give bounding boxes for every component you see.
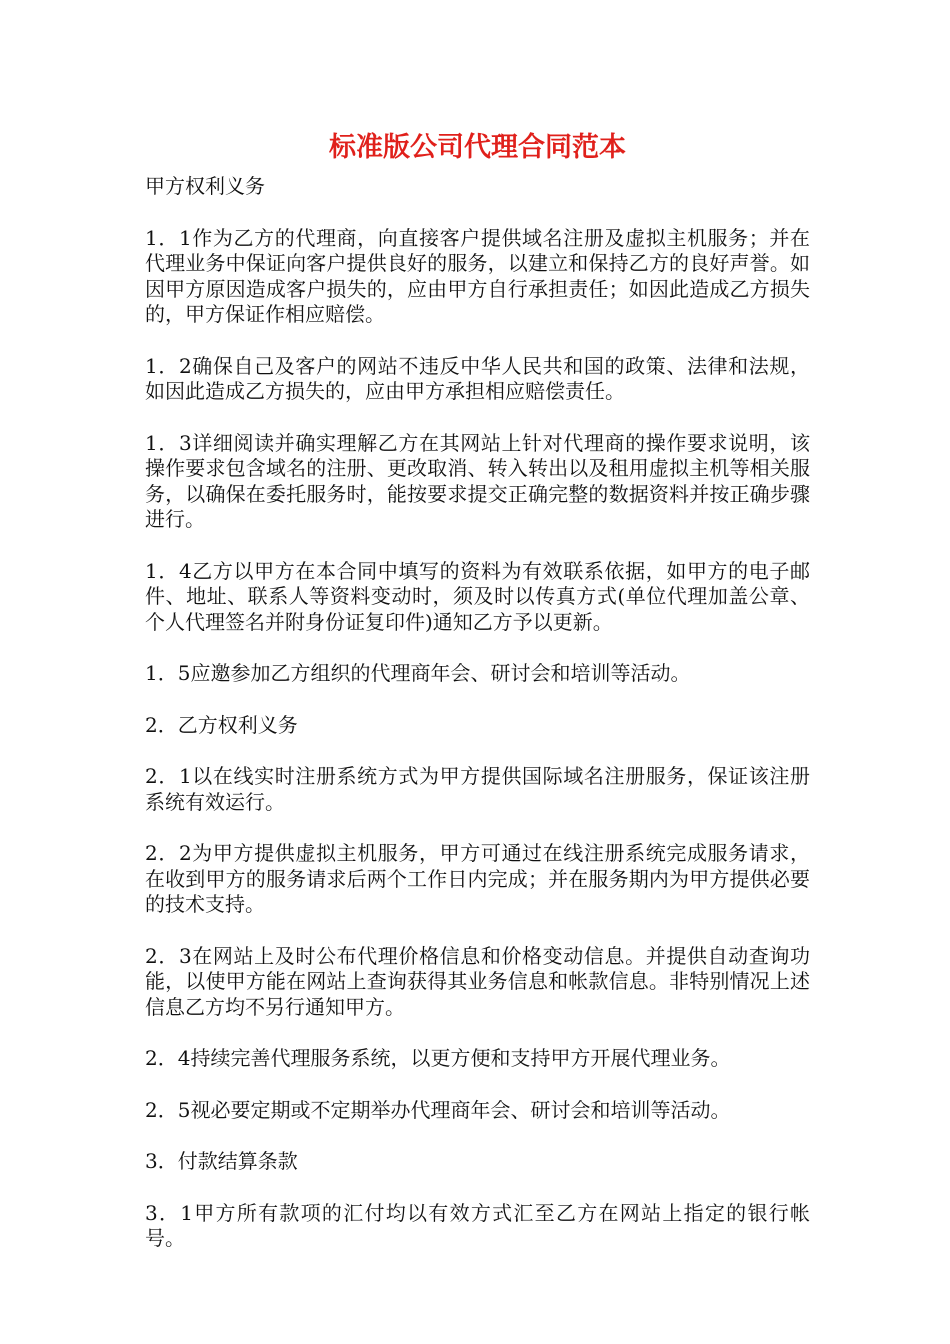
clause-1-1: 1．1作为乙方的代理商，向直接客户提供域名注册及虚拟主机服务；并在代理业务中保证向客户提供良好的服务，以建立和保持乙方的良好声誉。如因甲方原因造成客户损失的，应由甲方自行承担责任；如因此造成乙方损失的，甲方保证作相应赔偿。 <box>145 225 810 326</box>
clause-2-4: 2．4持续完善代理服务系统，以更方便和支持甲方开展代理业务。 <box>145 1046 731 1070</box>
clause-2-2: 2．2为甲方提供虚拟主机服务，甲方可通过在线注册系统完成服务请求，在收到甲方的服务请求后两个工作日内完成；并在服务期内为甲方提供必要的技术支持。 <box>145 841 810 916</box>
clause-1-4: 1．4乙方以甲方在本合同中填写的资料为有效联系依据，如甲方的电子邮件、地址、联系人等资料变动时，须及时以传真方式(单位代理加盖公章、个人代理签名并附身份证复印件)通知乙方予以更新。 <box>145 558 810 634</box>
clause-1-5: 1．5应邀参加乙方组织的代理商年会、研讨会和培训等活动。 <box>145 661 691 685</box>
clause-1-3: 1．3详细阅读并确实理解乙方在其网站上针对代理商的操作要求说明，该操作要求包含域名的注册、更改取消、转入转出以及租用虚拟主机等相关服务，以确保在委托服务时，能按要求提交正确完整的数据资料并按正确步骤进行。 <box>145 430 810 531</box>
clause-3-1: 3．1甲方所有款项的汇付均以有效方式汇至乙方在网站上指定的银行帐号。 <box>145 1200 810 1250</box>
clause-1-2: 1．2确保自己及客户的网站不违反中华人民共和国的政策、法律和法规，如因此造成乙方损失的，应由甲方承担相应赔偿责任。 <box>145 353 810 403</box>
section-heading-payment: 3．付款结算条款 <box>145 1149 298 1173</box>
clause-2-3: 2．3在网站上及时公布代理价格信息和价格变动信息。并提供自动查询功能，以使甲方能在网站上查询获得其业务信息和帐款信息。非特别情况上述信息乙方均不另行通知甲方。 <box>145 943 810 1019</box>
document-title: 标准版公司代理合同范本 <box>329 132 626 163</box>
section-heading-party-a: 甲方权利义务 <box>145 174 265 198</box>
document-page <box>145 128 810 1278</box>
section-heading-party-b: 2．乙方权利义务 <box>145 712 298 737</box>
clause-2-1: 2．1以在线实时注册系统方式为甲方提供国际域名注册服务，保证该注册系统有效运行。 <box>145 764 810 814</box>
clause-2-5: 2．5视必要定期或不定期举办代理商年会、研讨会和培训等活动。 <box>145 1097 731 1122</box>
